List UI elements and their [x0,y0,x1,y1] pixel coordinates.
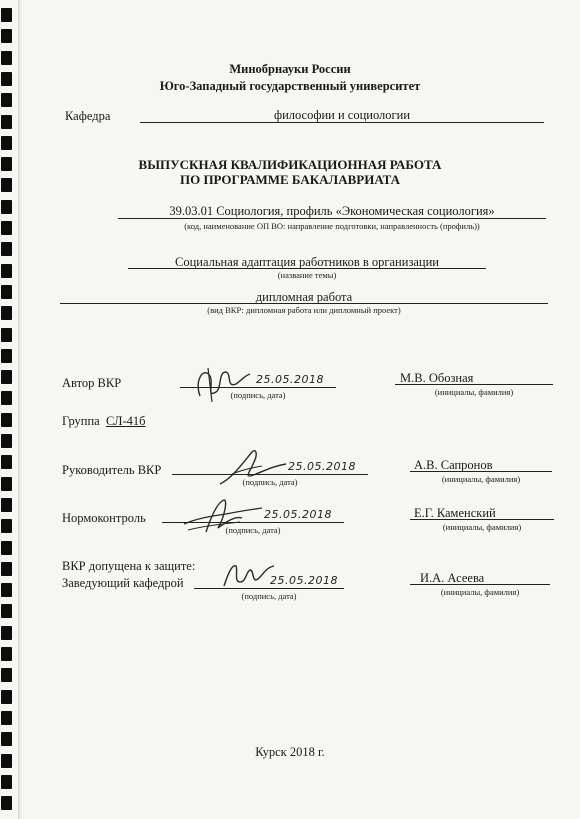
supervisor-sign-underline [172,474,368,475]
binding-hole [1,690,12,704]
binding-hole [1,136,12,150]
work-title-line2: ПО ПРОГРАММЕ БАКАЛАВРИАТА [179,172,401,187]
binding-hole [1,306,12,320]
binding-hole [1,93,12,107]
binding-hole [1,519,12,533]
topic-caption: (название темы) [277,270,337,280]
head-name-underline [410,584,550,585]
supervisor-date: 25.05.2018 [288,460,356,473]
binding-hole [1,668,12,682]
supervisor-sign-caption: (подпись, дата) [242,477,298,487]
head-label: Заведующий кафедрой [62,576,184,590]
binding-hole [1,455,12,469]
normcontrol-sign-underline [162,522,344,523]
binding-hole [1,221,12,235]
binding-hole [1,29,12,43]
program-value: 39.03.01 Социология, профиль «Экономическая социология» [169,204,495,218]
binding-hole [1,647,12,661]
normcontrol-name: Е.Г. Каменский [414,506,496,520]
work-type-caption: (вид ВКР: дипломная работа или дипломный проект) [207,305,401,315]
supervisor-name-underline [410,471,552,472]
normcontrol-date: 25.05.2018 [264,508,332,521]
program-caption: (код, наименование ОП ВО: направление подготовки, направленность (профиль)) [184,221,480,231]
normcontrol-name-caption: (инициалы, фамилия) [442,522,522,532]
binding-hole [1,328,12,342]
supervisor-name-caption: (инициалы, фамилия) [441,474,521,484]
admission-label: ВКР допущена к защите: [62,559,196,573]
binding-hole [1,200,12,214]
binding-hole [1,115,12,129]
binding-hole [1,413,12,427]
group-value: СЛ-41б [106,414,146,428]
university-name: Юго-Западный государственный университет [159,79,421,93]
author-name-underline [395,384,553,385]
department-value: философии и социологии [273,108,411,122]
work-type-underline [60,303,548,304]
group-label: Группа [62,414,100,428]
binding-hole [1,775,12,789]
binding-hole [1,370,12,384]
binding-hole [1,477,12,491]
author-sign-underline [180,387,336,388]
binding-hole [1,498,12,512]
work-title-line1: ВЫПУСКНАЯ КВАЛИФИКАЦИОННАЯ РАБОТА [138,157,442,172]
author-name-caption: (инициалы, фамилия) [434,387,514,397]
normcontrol-label: Нормоконтроль [62,511,146,525]
binding-hole [1,711,12,725]
author-sign-caption: (подпись, дата) [230,390,286,400]
binding-hole [1,349,12,363]
binding-hole [1,562,12,576]
binding-hole [1,391,12,405]
head-name: И.А. Асеева [420,571,485,585]
binding-hole [1,264,12,278]
binding-hole [1,626,12,640]
author-label: Автор ВКР [62,376,122,390]
binding-edge [18,0,22,819]
topic-underline [128,268,486,269]
author-name: М.В. Обозная [400,371,474,385]
binding-hole [1,583,12,597]
work-type-value: дипломная работа [255,290,353,304]
head-sign-caption: (подпись, дата) [241,591,297,601]
binding-hole [1,8,12,22]
binding-hole [1,242,12,256]
topic-value: Социальная адаптация работников в организации [174,255,439,269]
head-sign-underline [194,588,344,589]
head-name-caption: (инициалы, фамилия) [440,587,520,597]
binding-holes [0,8,20,818]
normcontrol-sign-caption: (подпись, дата) [225,525,281,535]
head-signature [218,558,278,592]
head-date: 25.05.2018 [270,574,338,587]
supervisor-name: А.В. Сапронов [414,458,493,472]
ministry-name: Минобрнауки России [229,62,351,76]
city-year: Курск 2018 г. [255,745,325,759]
binding-hole [1,434,12,448]
binding-hole [1,604,12,618]
department-label: Кафедра [65,109,111,123]
binding-hole [1,541,12,555]
department-underline [140,122,544,123]
binding-hole [1,796,12,810]
normcontrol-name-underline [410,519,554,520]
program-underline [118,218,546,219]
binding-hole [1,285,12,299]
supervisor-label: Руководитель ВКР [62,463,162,477]
author-date: 25.05.2018 [256,373,324,386]
